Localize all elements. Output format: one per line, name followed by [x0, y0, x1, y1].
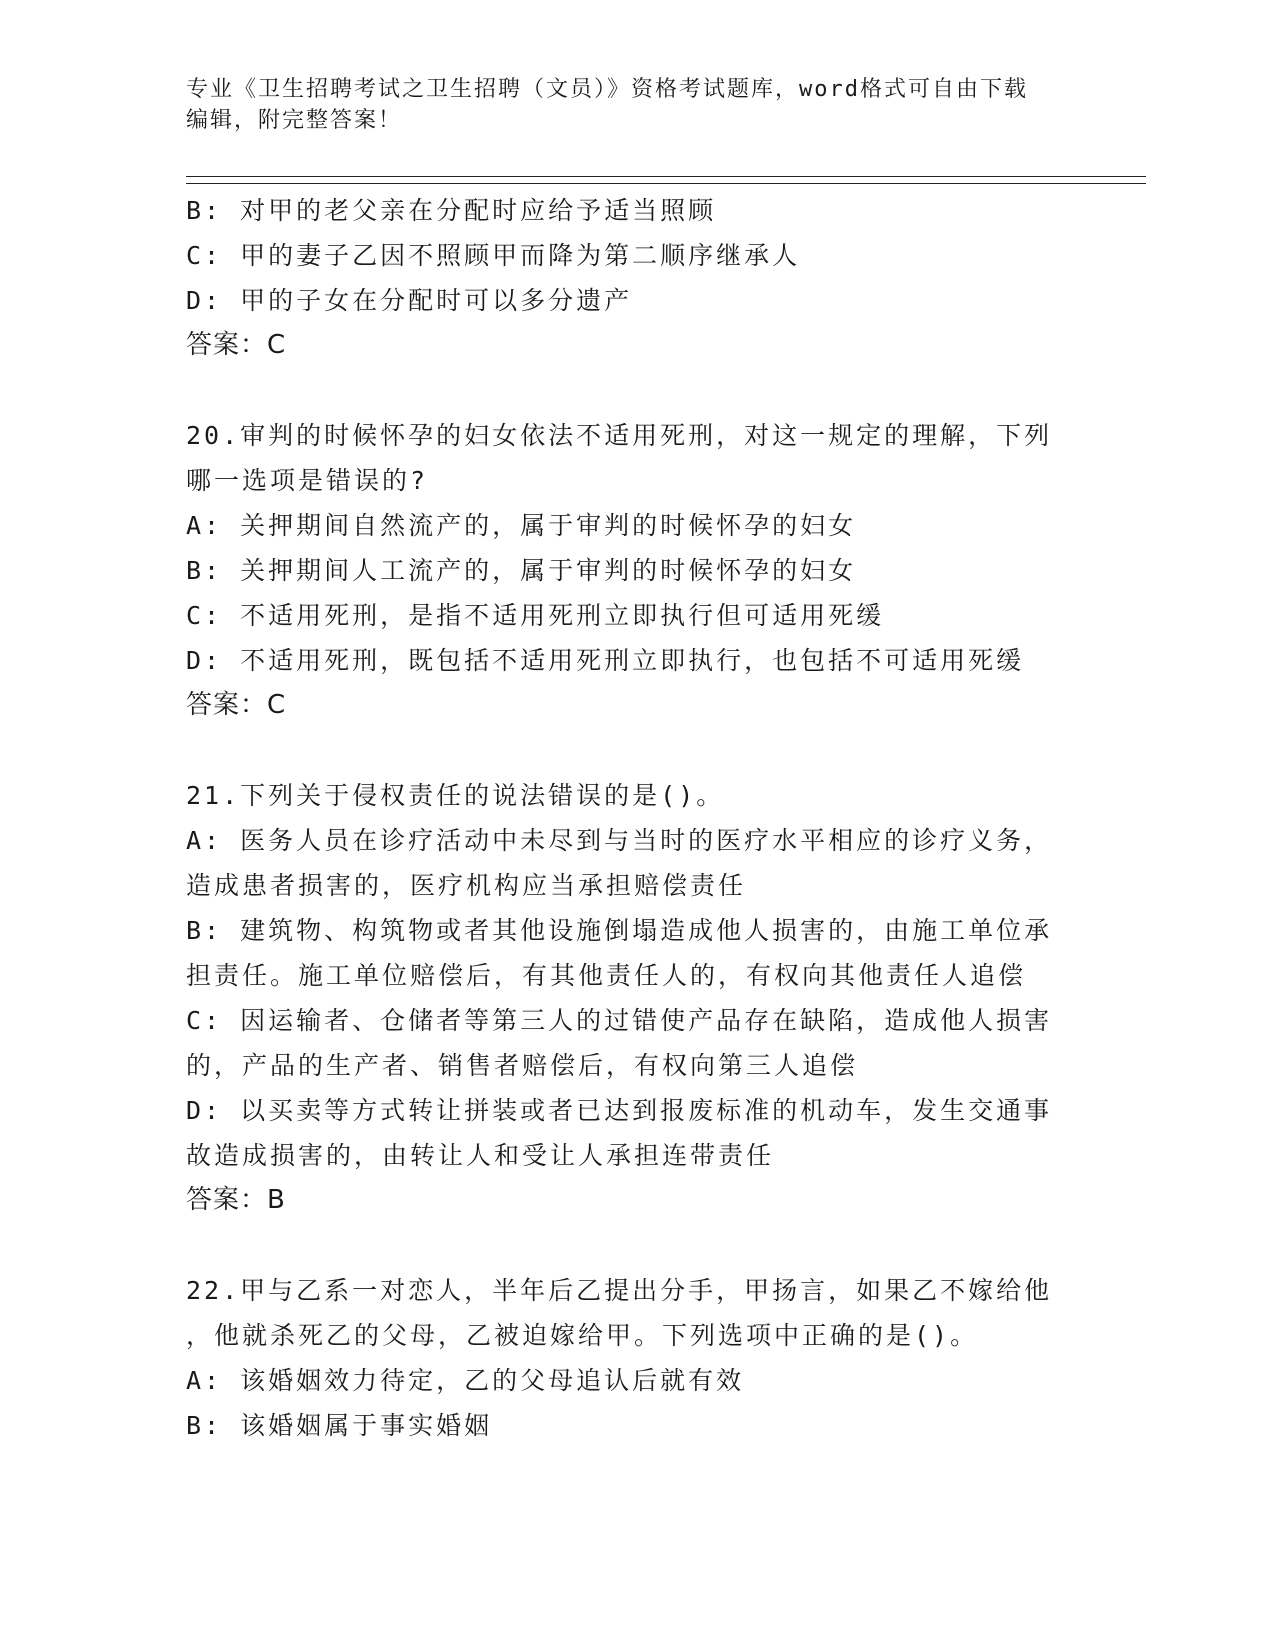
header-line-1: 专业《卫生招聘考试之卫生招聘（文员）》资格考试题库，word格式可自由下载	[186, 77, 1028, 102]
spacer	[186, 368, 1086, 413]
answer-line: 答案：C	[186, 330, 287, 360]
answer-line: 答案：C	[186, 690, 287, 720]
question-list	[186, 188, 1086, 1448]
option-c-cont: 的，产品的生产者、销售者赔偿后，有权向第三人追偿	[186, 1051, 859, 1080]
option-b: B: 该婚姻属于事实婚姻	[186, 1411, 493, 1440]
document-header	[186, 74, 1086, 136]
option-c: C: 不适用死刑，是指不适用死刑立即执行但可适用死缓	[186, 601, 885, 630]
question-stem: 22.甲与乙系一对恋人，半年后乙提出分手，甲扬言，如果乙不嫁给他	[186, 1276, 1053, 1305]
option-a: A: 医务人员在诊疗活动中未尽到与当时的医疗水平相应的诊疗义务，	[186, 826, 1053, 855]
option-a: A: 关押期间自然流产的，属于审判的时候怀孕的妇女	[186, 511, 857, 540]
option-b: B: 建筑物、构筑物或者其他设施倒塌造成他人损害的，由施工单位承	[186, 916, 1053, 945]
question-stem: 21.下列关于侵权责任的说法错误的是()。	[186, 781, 725, 810]
spacer	[186, 1223, 1086, 1268]
question-19-tail	[186, 188, 1086, 368]
spacer	[186, 728, 1086, 773]
option-c: C: 因运输者、仓储者等第三人的过错使产品存在缺陷，造成他人损害	[186, 1006, 1053, 1035]
header-line-2: 编辑，附完整答案！	[186, 108, 403, 133]
header-divider	[186, 176, 1146, 184]
option-d-cont: 故造成损害的，由转让人和受让人承担连带责任	[186, 1141, 775, 1170]
option-d: D: 不适用死刑，既包括不适用死刑立即执行，也包括不可适用死缓	[186, 646, 1025, 675]
question-stem: 20.审判的时候怀孕的妇女依法不适用死刑，对这一规定的理解，下列	[186, 421, 1053, 450]
option-d: D: 甲的子女在分配时可以多分遗产	[186, 286, 633, 315]
answer-line: 答案：B	[186, 1185, 286, 1215]
option-a: A: 该婚姻效力待定，乙的父母追认后就有效	[186, 1366, 745, 1395]
question-21	[186, 773, 1086, 1223]
question-22	[186, 1268, 1086, 1448]
option-c: C: 甲的妻子乙因不照顾甲而降为第二顺序继承人	[186, 241, 801, 270]
option-a-cont: 造成患者损害的，医疗机构应当承担赔偿责任	[186, 871, 747, 900]
question-stem-cont: ，他就杀死乙的父母，乙被迫嫁给甲。下列选项中正确的是()。	[186, 1321, 979, 1350]
option-b: B: 对甲的老父亲在分配时应给予适当照顾	[186, 196, 717, 225]
question-20	[186, 413, 1086, 728]
question-stem-cont: 哪一选项是错误的?	[186, 466, 429, 495]
option-b: B: 关押期间人工流产的，属于审判的时候怀孕的妇女	[186, 556, 857, 585]
option-b-cont: 担责任。施工单位赔偿后，有其他责任人的，有权向其他责任人追偿	[186, 961, 1027, 990]
option-d: D: 以买卖等方式转让拼装或者已达到报废标准的机动车，发生交通事	[186, 1096, 1053, 1125]
